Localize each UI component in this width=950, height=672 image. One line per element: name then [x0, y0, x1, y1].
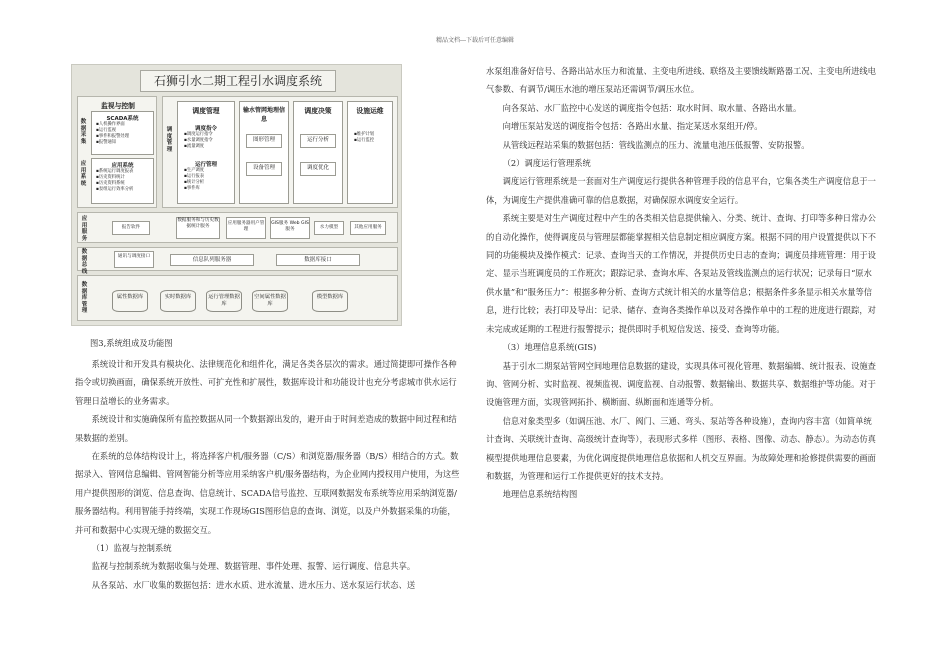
ops-item: ▪维护计划 — [354, 132, 375, 137]
app-item: ▪系统运行调度报表 — [96, 169, 134, 174]
system-architecture-diagram — [71, 64, 402, 326]
monitor-control-panel — [77, 96, 157, 208]
rec-list — [184, 168, 204, 192]
cmd-item: ▪流量调度 — [184, 144, 205, 149]
db-cylinder: 模型数据库 — [312, 290, 348, 312]
dec-a: 运行分析 — [300, 134, 336, 148]
service-item: 其他应用服务 — [350, 221, 386, 235]
bus-mid: 信息队列服务器 — [170, 254, 254, 266]
dispatch-col2: 输水管网地理信息 — [242, 107, 285, 123]
left-column — [75, 355, 461, 594]
paragraph: 监视与控制系统为数据收集与处理、数据管理、事件处理、报警、运行调度、信息共享。 — [91, 561, 416, 572]
ops-item: ▪运行监控 — [354, 138, 375, 143]
gis-b: 设备管理 — [246, 162, 282, 176]
rec-item: ▪统计分析 — [184, 180, 205, 185]
paragraph: 调度运行管理系统是一套面对生产调度运行提供各种管理手段的信息平台，它集各类生产调度信息于一体，为调度生产提供准确可靠的信息数据，对确保原水调度安全运行。 — [486, 176, 876, 205]
scada-block — [91, 111, 154, 155]
app-heading: 应用系统 — [111, 163, 134, 169]
service-item: 数据服务和与历史数据统计服务 — [176, 217, 220, 239]
monitor-heading: 监视与控制 — [101, 102, 135, 110]
cmd-item: ▪水量调度指令 — [184, 138, 213, 143]
dispatch-col4: 设施运维 — [356, 107, 384, 115]
app-system-block — [91, 158, 154, 204]
scada-heading: SCADA系统 — [106, 116, 139, 122]
dispatch-panel — [162, 96, 398, 208]
paragraph: 信息对象类型多（如调压池、水厂、阀门、三通、弯头、泵站等各种设施），查询内容丰富（如简单统计查询、关联统计查询、高级统计查询等），表现形式多样（图形、表格、图像、动态、静态）。为动态仿真模型提供地理信息要素，为优化调度提供地理信息依据和人机交互界面。为故障处理和抢修提供需要的画面和数据，为管理和运行工作提供更好的技术支持。 — [486, 415, 876, 481]
scada-item: ▪人机操作界面 — [96, 122, 125, 127]
cmd-list — [184, 132, 213, 150]
scada-item: ▪事件和报警处理 — [96, 134, 129, 139]
section-heading: （2）调度运行管理系统 — [502, 158, 591, 169]
app-item: ▪历史资料统计 — [96, 175, 125, 180]
dispatch-col3: 调度决策 — [304, 107, 332, 115]
cmd-item: ▪调度运行指令 — [184, 132, 213, 137]
service-item: GIS服务 Web GIS服务 — [270, 217, 310, 239]
services-panel — [77, 212, 398, 243]
database-panel — [77, 275, 398, 321]
app-item: ▪泵组运行效率分析 — [96, 187, 134, 192]
paragraph: 系统主要是对生产调度过程中产生的各类相关信息提供输入、分类、统计、查询、打印等多种日常办公的自动化操作，使得调度员与管理层都能掌握相关信息制定相应调度方案。根据不同的用户设置提供以下不同的功能模块及操作模式：记录、查询当天的工作情况，并提供历史日志的查询；调度员排班管理：用于设定、显示当班调度员的工作班次；跟踪记录、查询水库、各泵站及管线监测点的运行状况；记录每日“原水供水量”和“服务压力”：根据多种分析、查询方式统计相关的水量等信息；根据条件多条显示相关水量等信息，进行比较；表打印及导出：记录、储存、查询各类操作单以及对各操作单中的工程的进度进行跟踪，对未完成或延期的工程进行报警提示；提供即时手机短信发送、接受、查询等功能。 — [486, 213, 876, 334]
bus-right: 数据库接口 — [276, 254, 360, 266]
decision-column — [293, 101, 343, 204]
page-header: 精品文档---下载后可任意编辑 — [435, 37, 515, 44]
dispatch-col1: 调度管理 — [192, 107, 220, 115]
ops-column — [347, 101, 393, 204]
rec-item: ▪生产调度 — [184, 168, 205, 173]
app-list — [96, 169, 133, 193]
gis-a: 图形管理 — [246, 134, 282, 148]
dispatch-mgmt-column — [177, 101, 235, 204]
paragraph: 从管线远程站采集的数据包括：管线监测点的压力、流量电池压低报警、安防报警。 — [502, 139, 810, 150]
paragraph: 从各泵站、水厂收集的数据包括：进水水质、进水流量、进水压力、送水泵运行状态、送 — [91, 579, 416, 590]
paragraph: 向增压泵站发送的调度指令包括：各路出水量、指定某送水泵组开/停。 — [502, 121, 763, 132]
scada-list — [96, 122, 129, 146]
rec-item: ▪运行报表 — [184, 174, 205, 179]
right-column — [486, 62, 880, 504]
diagram-title: 石狮引水二期工程引水调度系统 — [140, 70, 336, 92]
gis-column — [239, 101, 289, 204]
monitor-side-label: 数据采集 — [80, 119, 87, 145]
paragraph: 向各泵站、水厂监控中心发送的调度指令包括：取水时间、取水量、各路出水量。 — [502, 102, 802, 113]
paragraph: 系统设计和开发具有模块化、法律规范化和组件化，满足各类各层次的需求。通过简捷即可操作各种指令或切换画面，确保系统开放性、可扩充性和扩展性，数据库设计和功能设计也充分考虑城市供水运行管理日益增长的业务需求。 — [75, 359, 457, 406]
service-item: 应用服务器用户管理 — [226, 217, 266, 239]
cmd-heading: 调度指令 — [194, 126, 217, 132]
scada-item: ▪运行监视 — [96, 128, 117, 133]
paragraph: 在系统的总体结构设计上，将选择客户机/服务器（C/S）和浏览器/服务器（B/S）相结合的方式。数据录入、管网信息编辑、管网智能分析等应用采纳客户机/服务器结构，为企业网内授权用户使用，为这些用户提供图形的浏览、信息查询、信息统计、SCADA信号监控、互联网数据发布系统等应用采纳浏览器/服务器结构。利用智能手持终端，实现工作现场GIS图形信息的查询、浏览，以及户外数据采集的功能，并可和数据中心实现无缝的数据交互。 — [75, 451, 460, 535]
databus-panel — [77, 247, 398, 275]
db-side-label: 数据库管理 — [81, 282, 88, 314]
figure-caption: 图3,系统组成及功能图 — [90, 338, 173, 348]
db-cylinder: 实时数据库 — [160, 290, 196, 312]
services-side-label: 应用服务 — [81, 216, 88, 242]
section-heading: （3）地理信息系统(GIS) — [502, 342, 597, 353]
db-cylinder: 属性数据库 — [112, 290, 148, 312]
paragraph: 水泵组准备好信号、各路出站水压力和流量、主变电所进线、联络及主要馈线断路器工况、主变电所进线电气参数、有调节/调压水池的增压泵站还需调节/调压水位。 — [486, 66, 876, 95]
figure-title: 地理信息系统结构图 — [502, 489, 578, 500]
dec-b: 调度优化 — [300, 162, 336, 176]
app-item: ▪历史资料系统 — [96, 181, 125, 186]
service-item: 报告软件 — [112, 221, 150, 235]
db-cylinder: 运行管理数据库 — [206, 290, 242, 312]
ops-list — [354, 132, 374, 144]
paragraph: 系统设计和实施确保所有监控数据从同一个数据源出发的，避开由于时间差造成的数据中间过程和结果数据的差别。 — [75, 414, 457, 443]
scada-item: ▪报警通知 — [96, 140, 117, 145]
paragraph: 基于引水二期泵站管网空间地理信息数据的建设，实现具体可视化管理、数据编辑、统计报表、设施查询、管网分析、实时监视、视频监视、调度监视、自动报警、数据输出、数据共享、数据维护等功能。对于设施管理方面，实现管网拓扑、横断面、纵断面和连通等分析。 — [486, 360, 876, 408]
rec-item: ▪事件库 — [184, 186, 200, 191]
bus-side-label: 数据总线 — [81, 249, 88, 275]
rec-heading: 运行管理 — [194, 162, 217, 168]
app-side-label: 应用系统 — [80, 161, 87, 187]
bus-left: 通讯与调度接口 — [114, 251, 154, 268]
section-heading: （1）监视与控制系统 — [91, 543, 172, 554]
db-cylinder: 空间属性数据库 — [252, 290, 288, 312]
service-item: 水力模型 — [314, 221, 344, 235]
dispatch-side-label: 调度管理 — [166, 127, 173, 153]
